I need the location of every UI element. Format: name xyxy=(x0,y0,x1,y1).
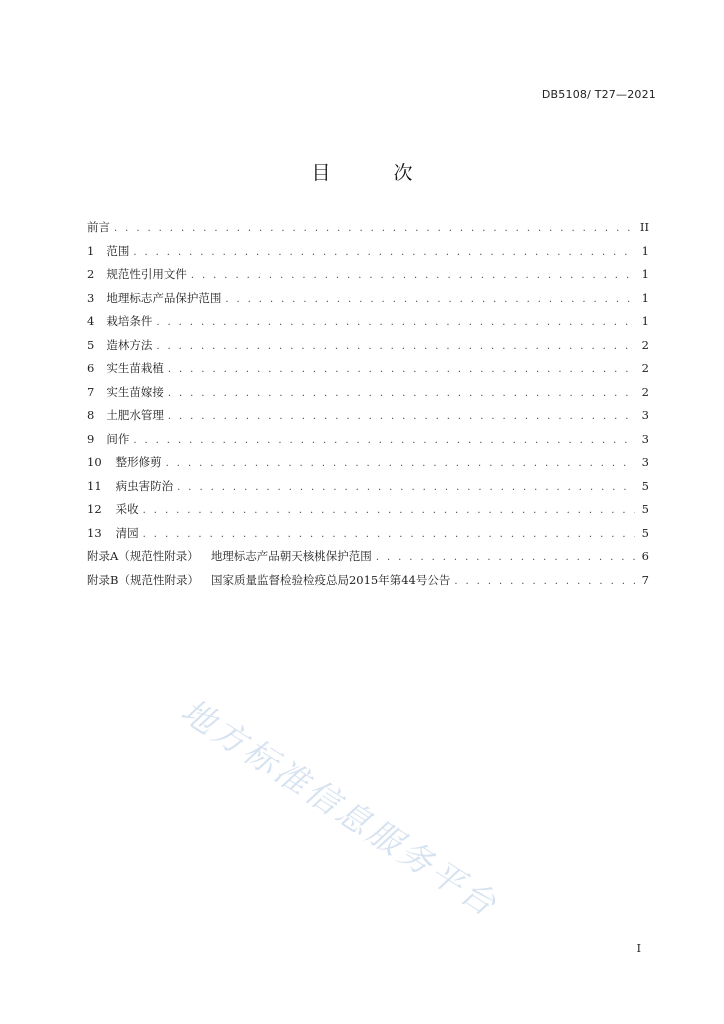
toc-dot-leader xyxy=(191,267,635,285)
toc-entry-page: 5 xyxy=(641,502,649,516)
toc-dot-leader xyxy=(225,291,635,309)
toc-dot-leader xyxy=(133,432,635,450)
toc-entry-label: 实生苗嫁接 xyxy=(106,384,164,399)
toc-entry-label: 采收 xyxy=(115,502,139,516)
toc-dot-leader xyxy=(166,455,635,473)
toc-dot-leader xyxy=(114,220,635,238)
toc-entry[interactable] xyxy=(87,242,649,266)
toc-entry-label: 国家质量监督检验检疫总局2015年第44号公告 xyxy=(210,572,451,587)
toc-dot-leader xyxy=(168,385,635,403)
toc-entry-page: 1 xyxy=(641,267,649,281)
page-number: I xyxy=(636,942,641,955)
toc-dot-leader xyxy=(168,408,635,426)
toc-entry-label: 范围 xyxy=(106,243,130,258)
toc-entry-page: 5 xyxy=(641,478,649,493)
toc-entry-number: 7 xyxy=(87,384,95,399)
toc-entry[interactable] xyxy=(87,312,649,336)
toc-entry-number: 8 xyxy=(87,408,95,422)
toc-entry[interactable] xyxy=(87,500,649,524)
document-code: DB5108/ T27—2021 xyxy=(541,88,656,101)
toc-entry-label: 病虫害防治 xyxy=(115,478,174,493)
toc-entry-label: 整形修剪 xyxy=(115,455,162,469)
toc-dot-leader xyxy=(156,338,635,356)
toc-entry-page: 2 xyxy=(641,361,649,375)
watermark: 地方标准信息服务平台 xyxy=(174,690,506,926)
toc-entry-label: 实生苗栽植 xyxy=(106,361,164,375)
toc-entry-number: 附录A（规范性附录） xyxy=(87,549,199,563)
table-of-contents xyxy=(87,218,649,594)
toc-entry-page: 1 xyxy=(641,290,649,305)
toc-entry[interactable] xyxy=(87,406,649,430)
toc-entry-page: 1 xyxy=(641,314,649,328)
toc-dot-leader xyxy=(143,502,635,520)
toc-entry-number: 5 xyxy=(87,337,95,352)
toc-dot-leader xyxy=(376,549,635,567)
toc-entry-label: 土肥水管理 xyxy=(106,408,164,422)
toc-entry-number: 11 xyxy=(87,478,102,493)
toc-dot-leader xyxy=(168,361,635,379)
toc-entry[interactable] xyxy=(87,359,649,383)
toc-entry-label: 造林方法 xyxy=(106,337,153,352)
toc-entry[interactable] xyxy=(87,571,649,595)
toc-entry-page: 3 xyxy=(641,431,649,446)
toc-entry-page: 6 xyxy=(641,549,649,563)
toc-entry-number: 13 xyxy=(87,525,102,540)
toc-entry-label: 清园 xyxy=(115,525,139,540)
toc-entry-label: 栽培条件 xyxy=(106,314,153,328)
toc-dot-leader xyxy=(177,479,635,497)
toc-entry[interactable] xyxy=(87,383,649,407)
toc-entry[interactable] xyxy=(87,547,649,571)
toc-entry-number: 6 xyxy=(87,361,95,375)
toc-dot-leader xyxy=(156,314,635,332)
toc-dot-leader xyxy=(133,244,635,262)
toc-dot-leader xyxy=(143,526,635,544)
toc-entry-number: 10 xyxy=(87,455,102,469)
toc-entry-label: 前言 xyxy=(87,220,110,234)
toc-entry[interactable] xyxy=(87,477,649,501)
toc-entry-number: 12 xyxy=(87,502,102,516)
toc-entry-page: 5 xyxy=(641,525,649,540)
toc-title: 目 次 xyxy=(311,162,435,184)
toc-entry[interactable] xyxy=(87,289,649,313)
toc-entry-page: 2 xyxy=(641,337,649,352)
toc-entry[interactable] xyxy=(87,524,649,548)
toc-entry-label: 间作 xyxy=(106,431,130,446)
toc-entry-page: 3 xyxy=(641,455,649,469)
toc-entry-label: 规范性引用文件 xyxy=(106,267,187,281)
toc-entry-number: 附录B（规范性附录） xyxy=(87,572,199,587)
toc-entry-number: 9 xyxy=(87,431,95,446)
toc-entry-number: 2 xyxy=(87,267,95,281)
toc-entry-label: 地理标志产品朝天核桃保护范围 xyxy=(210,549,372,563)
toc-entry-number: 4 xyxy=(87,314,95,328)
toc-entry-label: 地理标志产品保护范围 xyxy=(106,290,222,305)
toc-entry-page: II xyxy=(639,220,649,234)
toc-entry-number: 3 xyxy=(87,290,95,305)
toc-entry-page: 1 xyxy=(641,243,649,258)
toc-entry[interactable] xyxy=(87,453,649,477)
toc-entry[interactable] xyxy=(87,265,649,289)
toc-entry-page: 2 xyxy=(641,384,649,399)
toc-entry[interactable] xyxy=(87,218,649,242)
toc-dot-leader xyxy=(454,573,635,591)
toc-entry[interactable] xyxy=(87,430,649,454)
toc-entry-number: 1 xyxy=(87,243,95,258)
toc-entry-page: 3 xyxy=(641,408,649,422)
toc-entry-page: 7 xyxy=(641,572,649,587)
toc-entry[interactable] xyxy=(87,336,649,360)
